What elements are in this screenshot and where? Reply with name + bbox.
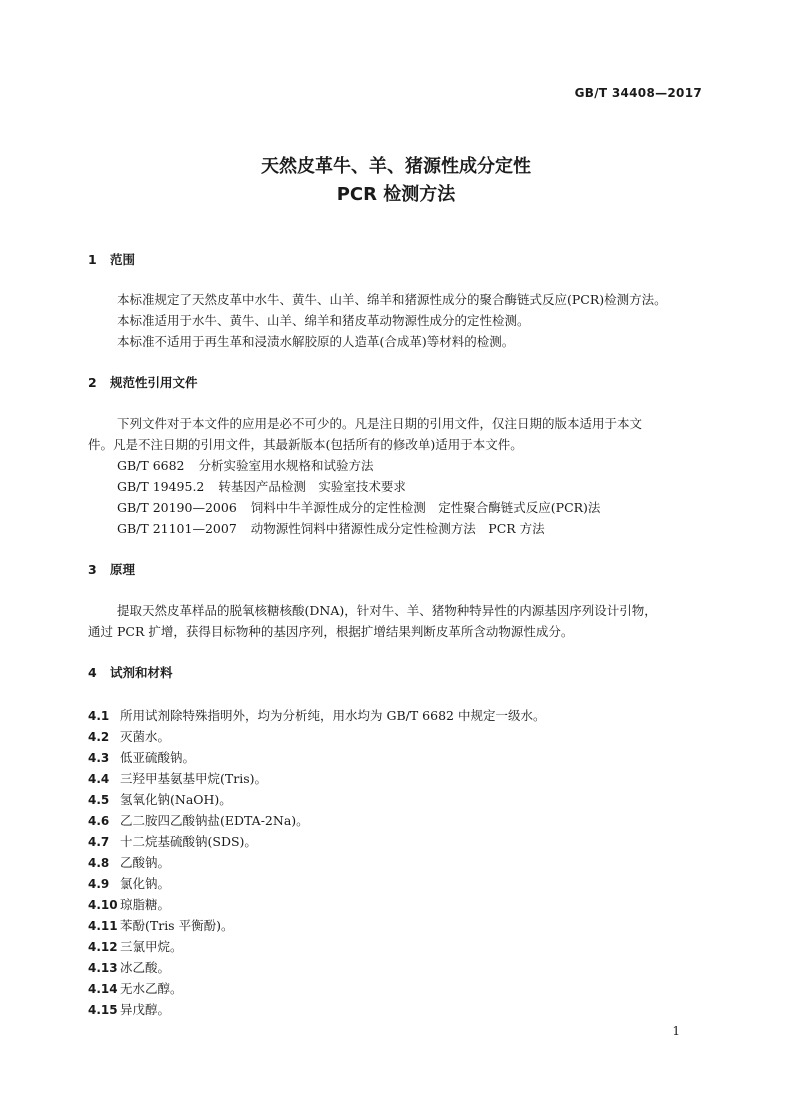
principle-line1: 提取天然皮革样品的脱氧核糖核酸(DNA)，针对牛、羊、猪物种特异性的内源基因序列设计引物， bbox=[117, 603, 657, 618]
page-number: 1 bbox=[672, 1024, 680, 1038]
reagent-number: 4.13 bbox=[88, 961, 118, 975]
reference-code: GB/T 19495.2 bbox=[117, 479, 205, 494]
reagent-item bbox=[88, 874, 170, 892]
reference-title: 转基因产品检测 实验室技术要求 bbox=[218, 479, 406, 494]
reference-code: GB/T 21101—2007 bbox=[117, 521, 237, 536]
reagent-text: 琼脂糖。 bbox=[120, 897, 171, 912]
reagent-number: 4.11 bbox=[88, 919, 118, 933]
reagent-number: 4.7 bbox=[88, 835, 110, 849]
section-title: 范围 bbox=[110, 252, 136, 267]
reagent-number: 4.6 bbox=[88, 814, 110, 828]
reagent-number: 4.12 bbox=[88, 940, 118, 954]
reagent-item bbox=[88, 937, 183, 955]
document-title-line2: PCR 检测方法 bbox=[336, 184, 456, 205]
reagent-text: 十二烷基硫酸钠(SDS)。 bbox=[120, 834, 257, 849]
reagent-text: 氯化钠。 bbox=[120, 876, 171, 891]
reagent-number: 4.4 bbox=[88, 772, 110, 786]
reference-item bbox=[117, 519, 545, 537]
reagent-text: 乙酸钠。 bbox=[120, 855, 171, 870]
section-4-heading bbox=[88, 663, 173, 681]
reagent-item bbox=[88, 748, 195, 766]
reagent-item bbox=[88, 1000, 170, 1018]
section-number: 3 bbox=[88, 562, 97, 577]
scope-paragraph: 本标准适用于水牛、黄牛、山羊、绵羊和猪皮革动物源性成分的定性检测。 bbox=[117, 313, 530, 328]
section-2-heading bbox=[88, 373, 198, 391]
reference-code: GB/T 20190—2006 bbox=[117, 500, 237, 515]
reagent-text: 所用试剂除特殊指明外，均为分析纯，用水均为 GB/T 6682 中规定一级水。 bbox=[120, 708, 546, 723]
reagent-text: 氢氧化钠(NaOH)。 bbox=[120, 792, 232, 807]
reagent-number: 4.8 bbox=[88, 856, 110, 870]
reagent-number: 4.5 bbox=[88, 793, 110, 807]
reagent-number: 4.9 bbox=[88, 877, 110, 891]
reagent-item bbox=[88, 895, 170, 913]
reference-title: 饲料中牛羊源性成分的定性检测 定性聚合酶链式反应(PCR)法 bbox=[250, 500, 601, 515]
reagent-text: 三氯甲烷。 bbox=[120, 939, 183, 954]
reagent-number: 4.2 bbox=[88, 730, 110, 744]
normative-intro-line1: 下列文件对于本文件的应用是必不可少的。凡是注日期的引用文件，仅注日期的版本适用于本文 bbox=[117, 416, 643, 431]
reference-item bbox=[117, 498, 600, 516]
reagent-item bbox=[88, 706, 545, 724]
reagent-text: 冰乙酸。 bbox=[120, 960, 171, 975]
section-title: 规范性引用文件 bbox=[110, 375, 198, 390]
reagent-item bbox=[88, 811, 309, 829]
reagent-text: 异戊醇。 bbox=[120, 1002, 171, 1017]
reagent-text: 乙二胺四乙酸钠盐(EDTA-2Na)。 bbox=[120, 813, 309, 828]
reference-item bbox=[117, 477, 406, 495]
reagent-item bbox=[88, 979, 183, 997]
normative-intro-line2: 件。凡是不注日期的引用文件，其最新版本(包括所有的修改单)适用于本文件。 bbox=[88, 437, 523, 452]
reagent-item bbox=[88, 727, 170, 745]
reagent-text: 低亚硫酸钠。 bbox=[120, 750, 196, 765]
section-1-heading bbox=[88, 250, 135, 268]
reagent-item bbox=[88, 769, 267, 787]
reagent-item bbox=[88, 853, 170, 871]
scope-paragraph: 本标准不适用于再生革和浸渍水解胶原的人造革(合成革)等材料的检测。 bbox=[117, 334, 515, 349]
reagent-number: 4.14 bbox=[88, 982, 118, 996]
section-3-heading bbox=[88, 560, 135, 578]
reagent-text: 苯酚(Tris 平衡酚)。 bbox=[120, 918, 234, 933]
reagent-text: 灭菌水。 bbox=[120, 729, 171, 744]
reagent-number: 4.1 bbox=[88, 709, 110, 723]
section-title: 原理 bbox=[110, 562, 136, 577]
section-number: 2 bbox=[88, 375, 97, 390]
reference-title: 动物源性饲料中猪源性成分定性检测方法 PCR 方法 bbox=[250, 521, 545, 536]
reagent-text: 三羟甲基氨基甲烷(Tris)。 bbox=[120, 771, 267, 786]
section-number: 1 bbox=[88, 252, 97, 267]
reagent-item bbox=[88, 916, 233, 934]
reagent-text: 无水乙醇。 bbox=[120, 981, 183, 996]
reference-code: GB/T 6682 bbox=[117, 458, 185, 473]
reagent-item bbox=[88, 832, 257, 850]
section-number: 4 bbox=[88, 665, 97, 680]
reagent-number: 4.3 bbox=[88, 751, 110, 765]
scope-paragraph: 本标准规定了天然皮革中水牛、黄牛、山羊、绵羊和猪源性成分的聚合酶链式反应(PCR)检测方法。 bbox=[117, 292, 667, 307]
section-title: 试剂和材料 bbox=[110, 665, 173, 680]
reference-item bbox=[117, 456, 374, 474]
reagent-number: 4.10 bbox=[88, 898, 118, 912]
standard-code: GB/T 34408—2017 bbox=[574, 86, 702, 100]
reference-title: 分析实验室用水规格和试验方法 bbox=[198, 458, 374, 473]
reagent-number: 4.15 bbox=[88, 1003, 118, 1017]
principle-line2: 通过 PCR 扩增，获得目标物种的基因序列，根据扩增结果判断皮革所含动物源性成分。 bbox=[88, 624, 574, 639]
reagent-item bbox=[88, 790, 232, 808]
reagent-item bbox=[88, 958, 170, 976]
document-title-line1: 天然皮革牛、羊、猪源性成分定性 bbox=[261, 156, 531, 177]
